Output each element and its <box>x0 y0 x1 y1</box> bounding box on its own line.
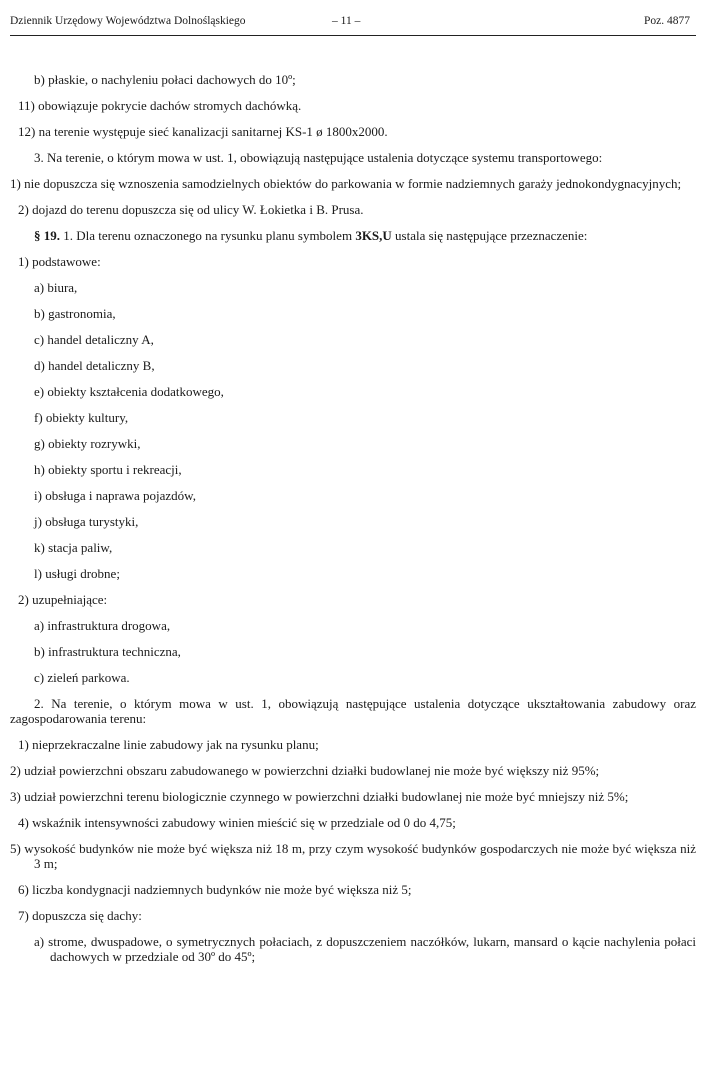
list-item: k) stacja paliw, <box>34 540 113 555</box>
list-item: g) obiekty rozrywki, <box>34 436 141 451</box>
list-item: b) płaskie, o nachyleniu połaci dachowych do 10º; <box>34 72 296 87</box>
list-item: 1) nieprzekraczalne linie zabudowy jak na rysunku planu; <box>18 737 319 752</box>
list-item: i) obsługa i naprawa pojazdów, <box>34 488 196 503</box>
list-item: a) infrastruktura drogowa, <box>34 618 171 633</box>
section-text: 1. Dla terenu oznaczonego na rysunku planu symbolem <box>60 228 356 243</box>
list-item: 6) liczba kondygnacji nadziemnych budynków nie może być większa niż 5; <box>18 882 412 897</box>
page-number: – 11 – <box>332 15 361 27</box>
list-item: 12) na terenie występuje sieć kanalizacji sanitarnej KS-1 ø 1800x2000. <box>18 124 388 139</box>
list-item: 5) wysokość budynków nie może być większa niż 18 m, przy czym wysokość budynków gospodarczych nie może być większa niż 3 m; <box>10 841 696 871</box>
list-item: a) biura, <box>34 280 78 295</box>
list-item: j) obsługa turystyki, <box>34 514 139 529</box>
list-item: 3) udział powierzchni terenu biologicznie czynnego w powierzchni działki budowlanej nie może być mniejszy niż 5%; <box>10 789 629 804</box>
list-item: 2) udział powierzchni obszaru zabudowanego w powierzchni działki budowlanej nie może być większy niż 95%; <box>10 763 600 778</box>
list-item: 1) nie dopuszcza się wznoszenia samodzielnych obiektów do parkowania w formie nadziemnych garaży jednokondygnacyjnych; <box>10 176 682 191</box>
list-item: c) zieleń parkowa. <box>34 670 130 685</box>
list-item: e) obiekty kształcenia dodatkowego, <box>34 384 224 399</box>
page-header <box>10 15 696 36</box>
list-item: 2) dojazd do terenu dopuszcza się od ulicy W. Łokietka i B. Prusa. <box>18 202 364 217</box>
position-number: Poz. 4877 <box>644 15 690 27</box>
list-item: c) handel detaliczny A, <box>34 332 154 347</box>
section-mark: § 19. <box>34 228 60 243</box>
list-item: 4) wskaźnik intensywności zabudowy winien mieścić się w przedziale od 0 do 4,75; <box>18 815 456 830</box>
list-item: 11) obowiązuje pokrycie dachów stromych dachówką. <box>18 98 302 113</box>
list-item: b) infrastruktura techniczna, <box>34 644 181 659</box>
list-item: f) obiekty kultury, <box>34 410 129 425</box>
document-body <box>10 72 696 975</box>
list-item: d) handel detaliczny B, <box>34 358 155 373</box>
paragraph: 3. Na terenie, o którym mowa w ust. 1, obowiązują następujące ustalenia dotyczące systemu transportowego: <box>34 150 603 165</box>
list-item: 2) uzupełniające: <box>18 592 108 607</box>
list-item: h) obiekty sportu i rekreacji, <box>34 462 182 477</box>
section-paragraph <box>10 228 696 243</box>
list-item: b) gastronomia, <box>34 306 116 321</box>
section-text: ustala się następujące przeznaczenie: <box>391 228 588 243</box>
paragraph: 2. Na terenie, o którym mowa w ust. 1, obowiązują następujące ustalenia dotyczące ukształtowania zabudowy oraz zagospodarowania terenu: <box>10 696 696 726</box>
journal-title: Dziennik Urzędowy Województwa Dolnośląskiego <box>10 15 246 27</box>
list-item: 1) podstawowe: <box>18 254 101 269</box>
zone-symbol: 3KS,U <box>355 228 392 243</box>
list-item: 7) dopuszcza się dachy: <box>18 908 142 923</box>
list-item: l) usługi drobne; <box>34 566 120 581</box>
list-item: a) strome, dwuspadowe, o symetrycznych połaciach, z dopuszczeniem naczółków, lukarn, mansard o kącie nachylenia połaci dachowych w przedziale od 30º do 45º; <box>34 934 696 964</box>
